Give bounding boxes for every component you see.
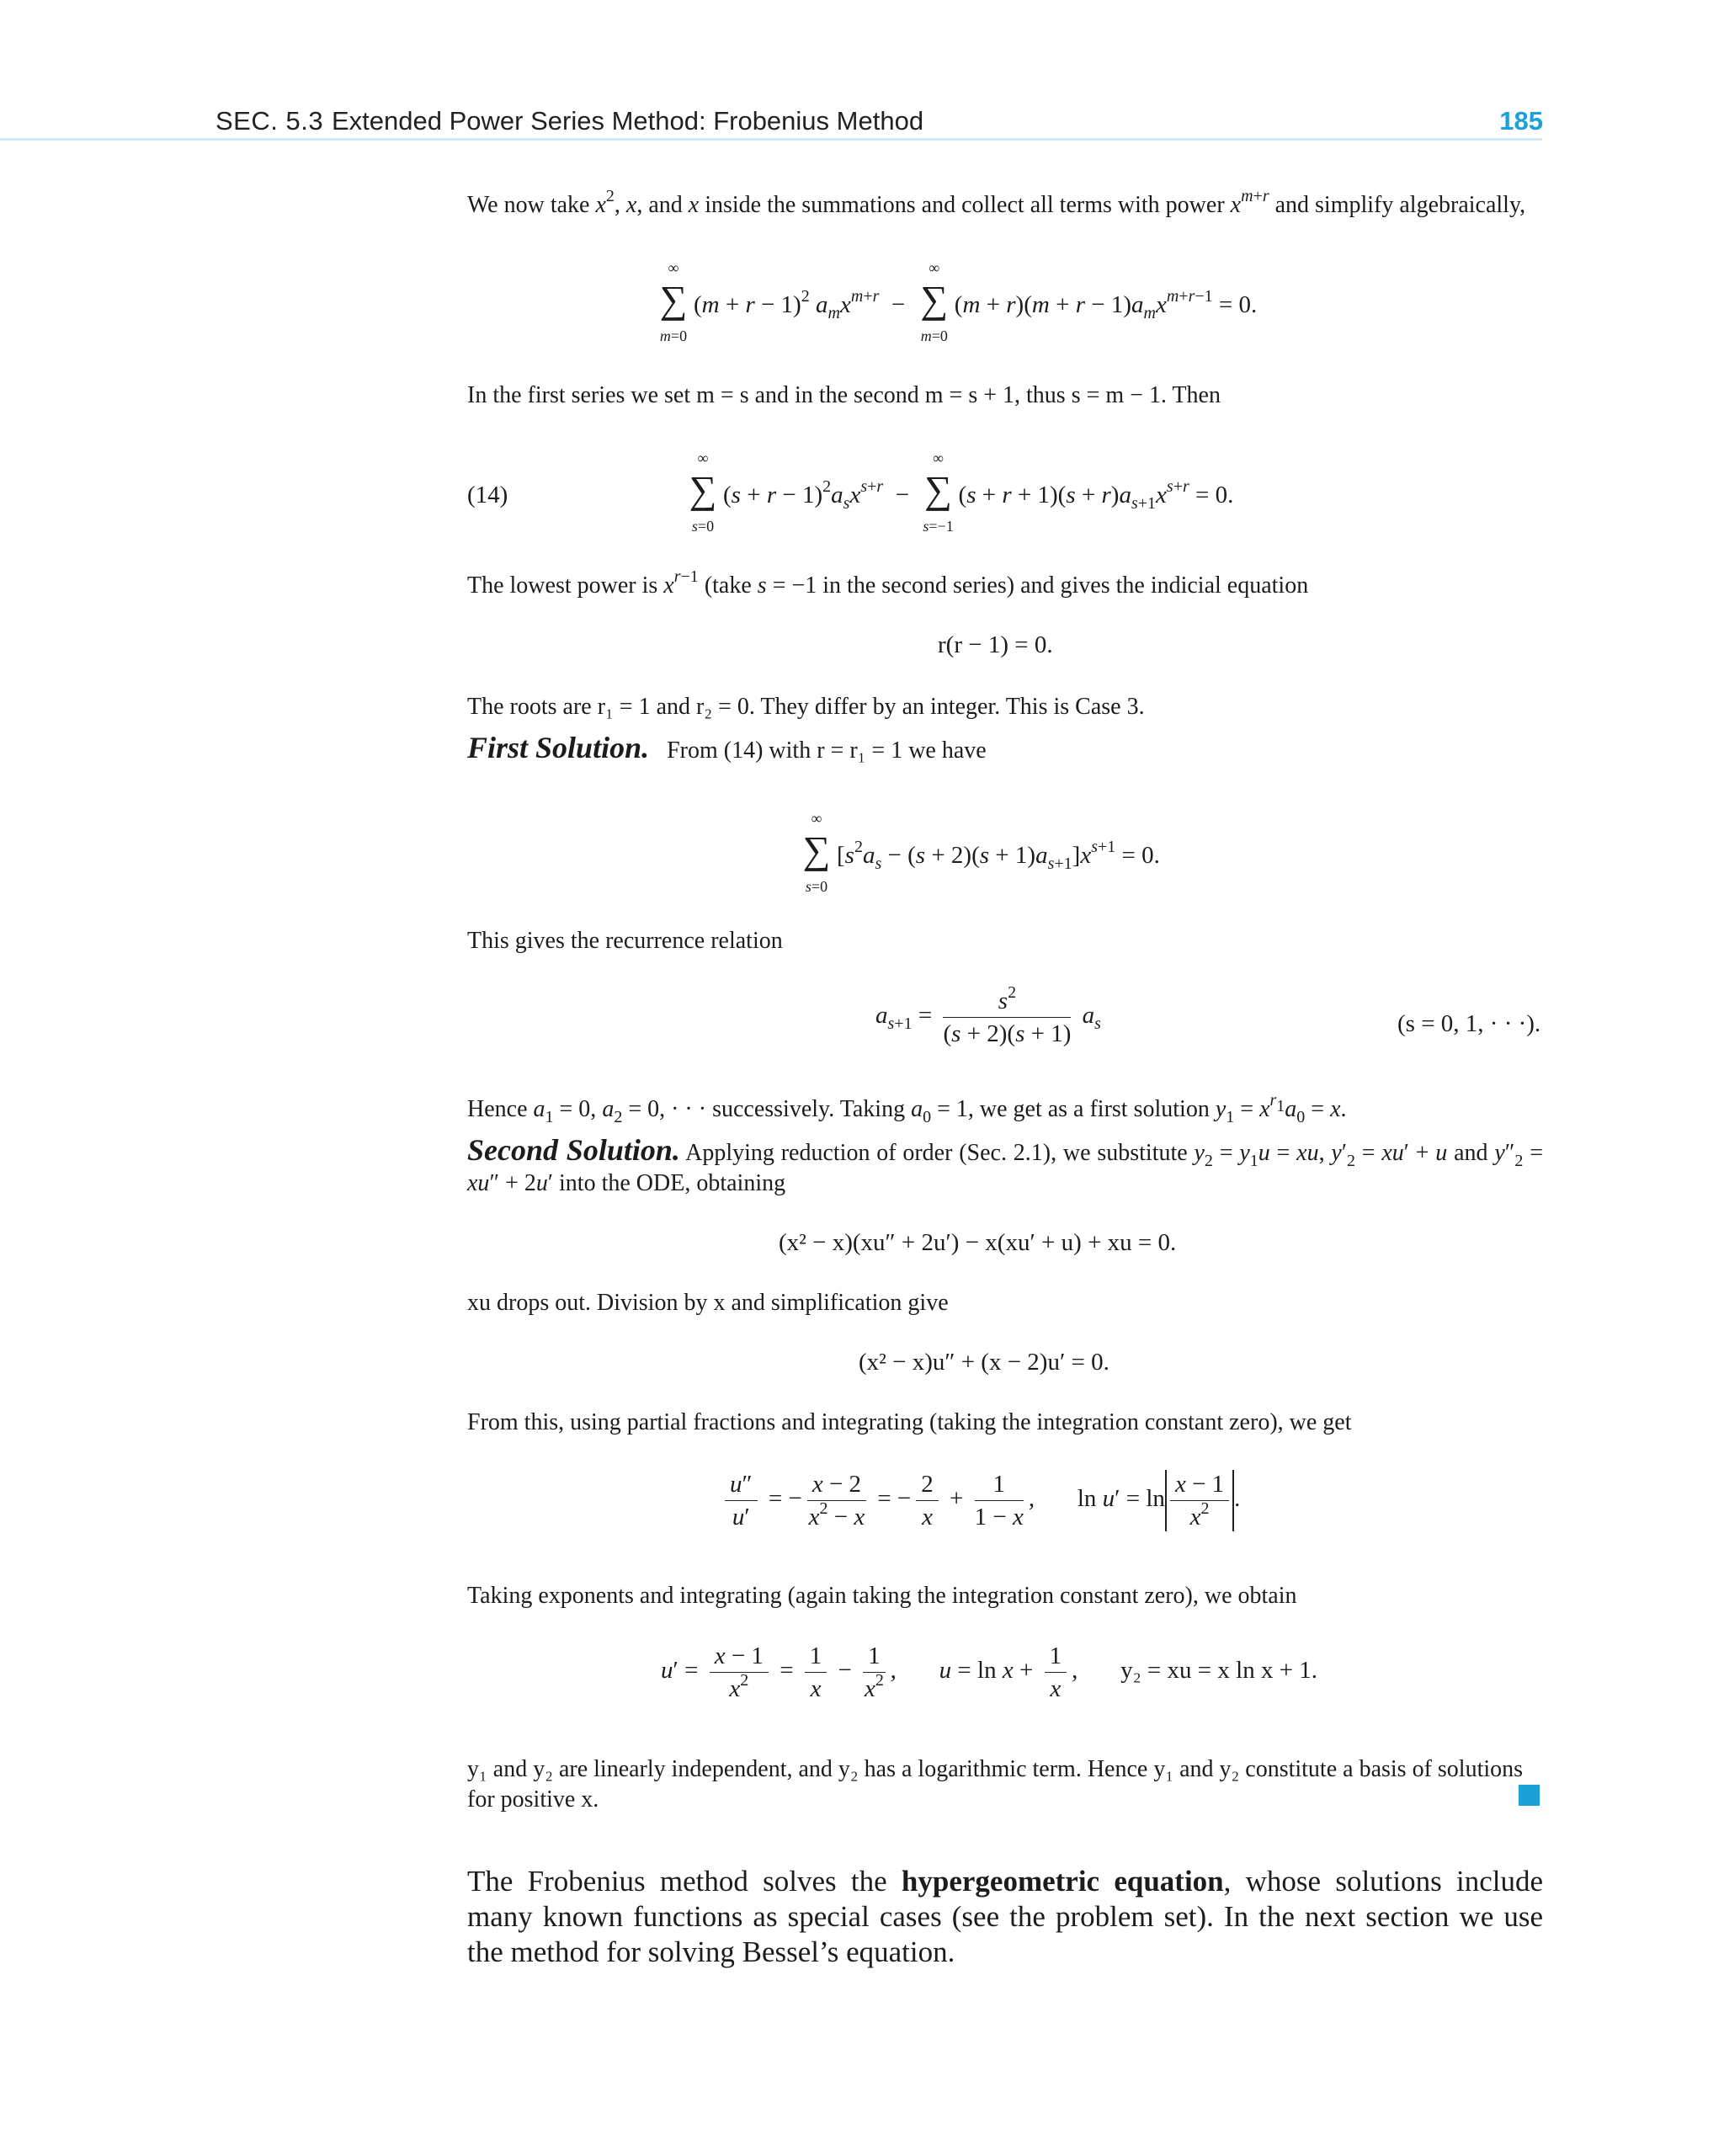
paragraph-10: From this, using partial fractions and integrating (taking the integration constant zero), we get (467, 1409, 1352, 1435)
closing-paragraph: The Frobenius method solves the hypergeometric equation, whose solutions include many known functions as special cases (see the problem set). In the next section we use the method for solving Bessel’s equation. (467, 1865, 1543, 1968)
end-of-example-marker (1519, 1785, 1540, 1806)
first-solution-heading: First Solution. (467, 731, 650, 764)
paragraph-4: The roots are r₁ = 1 and r₂ = 0. They differ by an integer. This is Case 3. (467, 694, 1145, 720)
paragraph-7: Hence $a_1 = 0$, $a_2 = 0$, · · · successively. Taking $a_0 = 1$, we get as a first solution $y_1 = x^{r_1}a_0 = x$. (467, 1091, 1347, 1126)
second-solution-paragraph: Second Solution. Applying reduction of order (Sec. 2.1), we substitute $y_2 = y_1u$ = xu, $y'_2 = xu' + u$ and $y''_2 = xu'' + 2u'$ into the ODE, obtaining (467, 1133, 1544, 1196)
paragraph-9: xu drops out. Division by x and simplification give (467, 1290, 949, 1316)
header-rule (0, 138, 1542, 141)
equation-expanded-sums: ∞ ∑ m=0 $(m + r - 1)^2$ $a_mx^{m+r}$ − ∞ ∑ m=0 $(m + r)(m + r - 1)a_mx^{m+r-1} = 0$. (659, 259, 1258, 344)
indicial-equation: r(r − 1) = 0. (938, 631, 1053, 658)
substituted-ode: (x² − x)(xu″ + 2u′) − x(xu′ + u) + xu = 0. (779, 1229, 1177, 1256)
paragraph-6: This gives the recurrence relation (467, 928, 783, 954)
section-title: Extended Power Series Method: Frobenius Method (332, 106, 924, 136)
paragraph-3: The lowest power is $x^{r-1}$ (take s = −1 in the second series) and gives the indicial equation (467, 567, 1309, 599)
paragraph-1: We now take $x^2$, x, and x inside the summations and collect all terms with power $x^{m+r}$ and simplify algebraically, (467, 187, 1526, 218)
first-solution-sum: ∞ ∑ s=0 $[s^2a_s - (s + 2)(s + 1)a_{s+1}]x^{s+1} = 0$. (802, 810, 1160, 895)
hypergeometric-term: hypergeometric equation (901, 1865, 1224, 1898)
second-solution-heading: Second Solution. (467, 1133, 680, 1167)
running-header (216, 103, 1543, 140)
equation-14: ∞ ∑ s=0 $(s + r - 1)^2a_sx^{s+r}$ − ∞ ∑ s=−1 $(s + r + 1)(s + r)a_{s+1}x^{s+r} = 0$. (689, 450, 1234, 535)
paragraph-12: y₁ and y₂ are linearly independent, and y₂ has a logarithmic term. Hence y₁ and y₂ constitute a basis of solutions for positive x. (467, 1756, 1524, 1813)
equation-14-label: (14) (467, 482, 508, 508)
paragraph-2: In the first series we set m = s and in the second m = s + 1, thus s = m − 1. Then (467, 382, 1221, 408)
integration-result: u′ = $\frac{x - 1}{x^2}$ = $\frac{1}{x}$ − $\frac{1}{x^2}$ , u = ln x + $\frac{1}{x}$ , y₂ = xu = x ln x + 1. (661, 1642, 1318, 1702)
recurrence-relation: $a_{s+1}$ = $\frac{s^2}{(s + 2)(s + 1)}$ $a_s$ (875, 983, 1101, 1047)
first-solution-text: From (14) with r = r₁ = 1 we have (667, 737, 987, 764)
recurrence-condition: (s = 0, 1, · · ·). (1397, 1010, 1541, 1037)
section-number: SEC. 5.3 (216, 106, 324, 136)
paragraph-11: Taking exponents and integrating (again taking the integration constant zero), we obtain (467, 1583, 1297, 1609)
first-solution-paragraph (467, 732, 1543, 766)
page-number: 185 (1499, 106, 1543, 136)
simplified-ode: (x² − x)u″ + (x − 2)u′ = 0. (859, 1349, 1109, 1376)
y2-result: y₂ = xu = x ln x + 1. (1120, 1657, 1318, 1685)
partial-fractions-equation: $\frac{u''}{u'}$ = − $\frac{x - 2}{x^2 - x}$ = − $\frac{2}{x}$ + $\frac{1}{1 - x}$ , ln u′ = ln $\frac{x - 1}{x^2}$ . (720, 1470, 1240, 1531)
